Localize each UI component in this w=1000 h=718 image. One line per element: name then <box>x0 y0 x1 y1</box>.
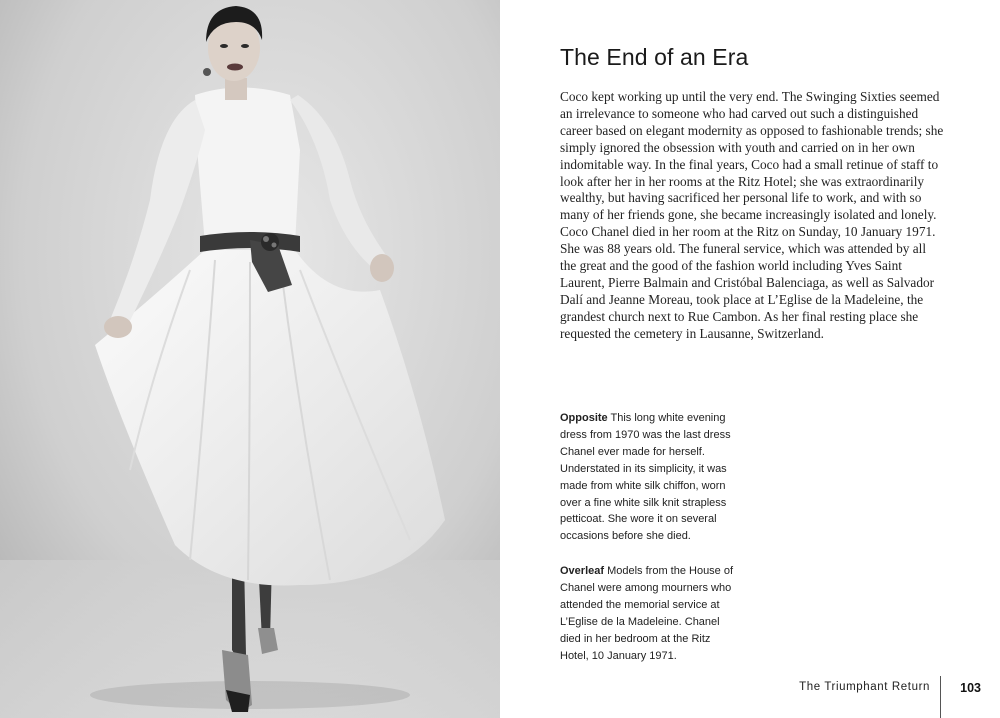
running-footer-section: The Triumphant Return <box>799 681 930 693</box>
caption-lead: Opposite <box>560 412 608 424</box>
caption-opposite <box>560 410 740 545</box>
body-paragraph: Coco kept working up until the very end. The Swinging Sixties seemed an irrelevance to someone who had carved out such a distinguished career based on elegant modernity as opposed to fashionable trends; she simply ignored the obsession with youth and carried on in her own indomitable way. In the final years, Coco had a small retinue of staff to look after her in her rooms at the Ritz Hotel; she was extraordinarily wealthy, but having sacrificed her personal life to work, and with so many of her friends gone, she became increasingly isolated and lonely. Coco Chanel died in her room at the Ritz on Sunday, 10 January 1971. She was 88 years old. The funeral service, which was attended by all the great and the good of the fashion world including Yves Saint Laurent, Pierre Balmain and Cristóbal Balenciaga, as well as Salvador Dalí and Jeanne Moreau, took place at L’Eglise de la Madeleine, the grandest church next to Rue Cambon. As her final resting place she requested the cemetery in Lausanne, Switzerland. <box>560 89 944 341</box>
caption-lead: Overleaf <box>560 565 605 577</box>
footer-divider <box>940 676 941 718</box>
text-page <box>500 0 1000 718</box>
page-number: 103 <box>960 681 981 695</box>
caption-text: Models from the House of Chanel were among mourners who attended the memorial service at L’Eglise de la Madeleine. Chanel died in her bedroom at the Ritz Hotel, 10 January 1971. <box>560 565 734 662</box>
caption-overleaf <box>560 563 740 664</box>
caption-text: This long white evening dress from 1970 was the last dress Chanel ever made for herself. Understated in its simplicity, it was made from white silk chiffon, worn over a fine white silk knit strapless petticoat. She wore it on several occasions before she died. <box>560 412 731 543</box>
chapter-title: The End of an Era <box>560 44 749 70</box>
